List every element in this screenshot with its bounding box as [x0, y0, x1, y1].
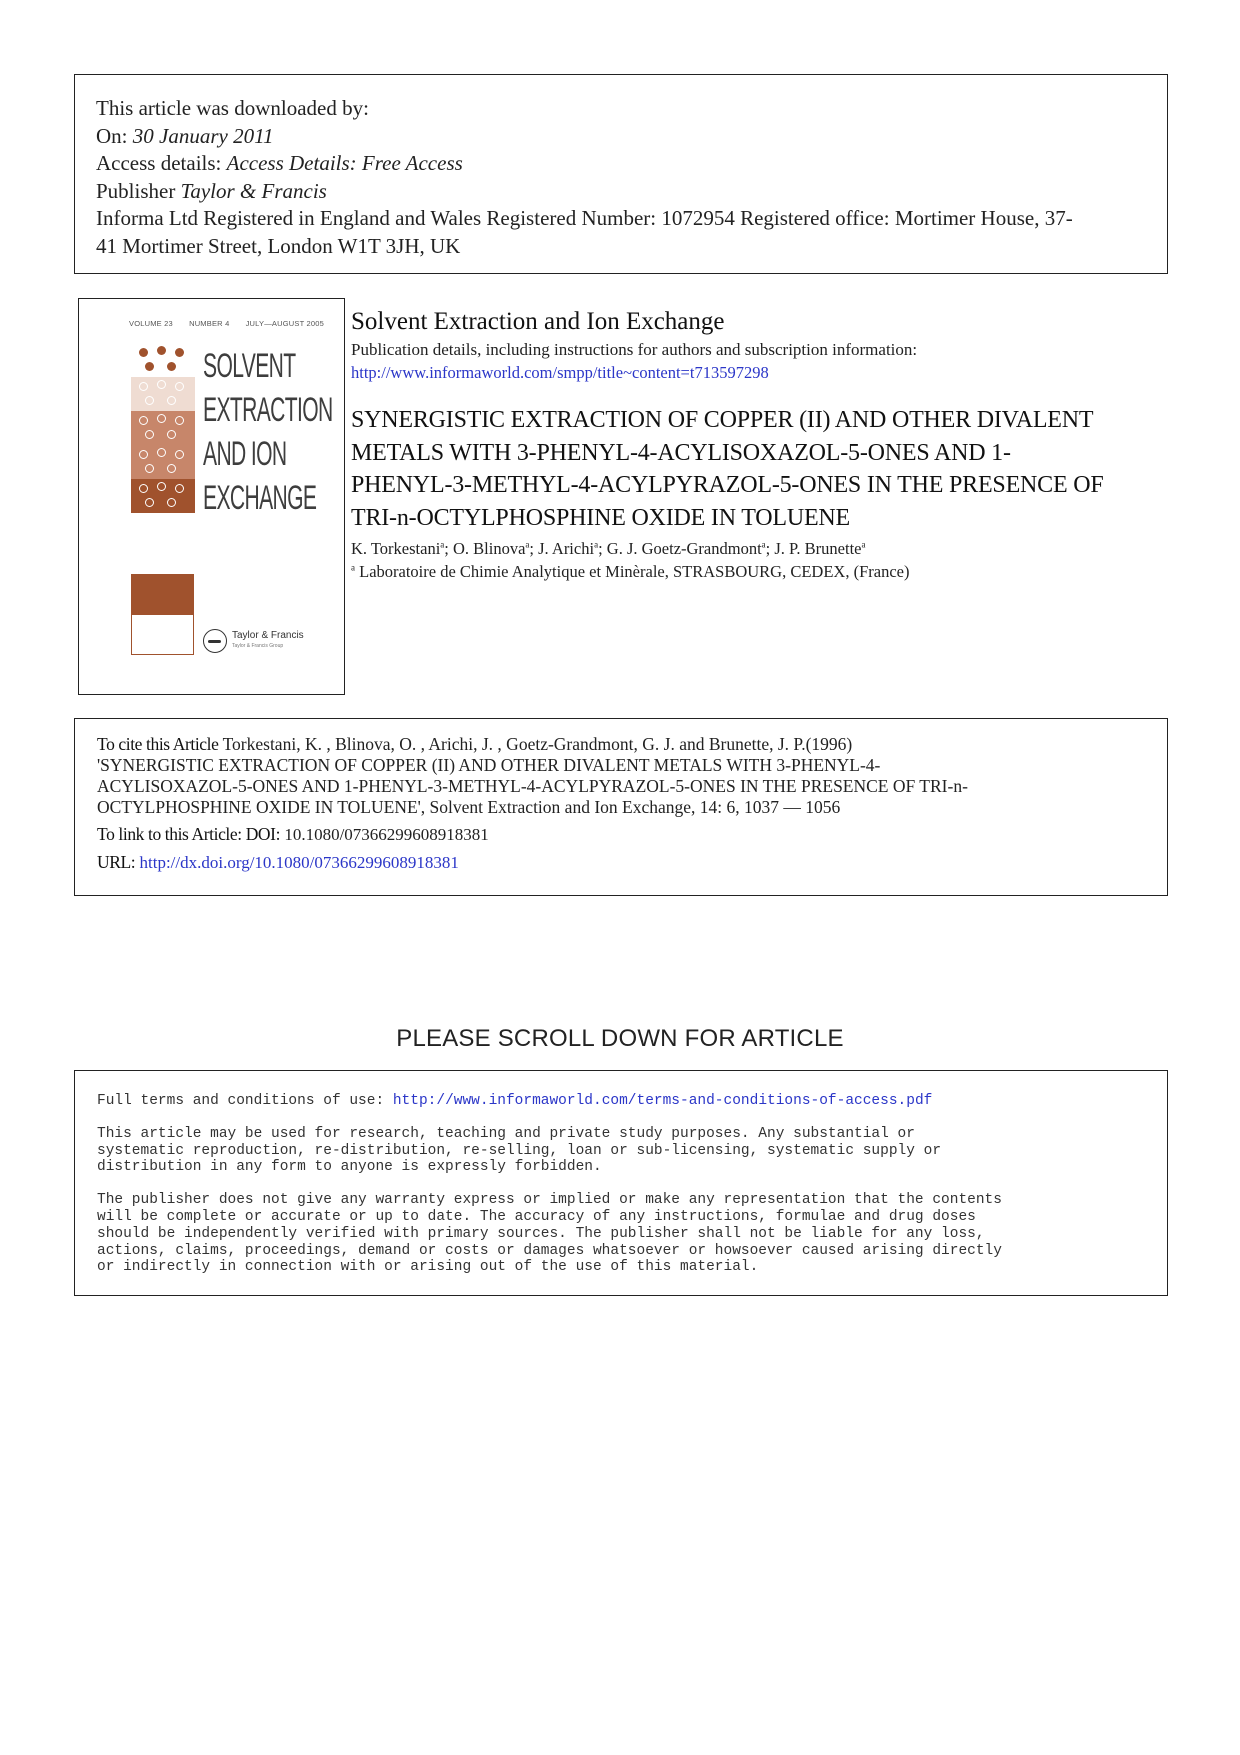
cover-color-block	[131, 445, 195, 479]
cover-circle	[175, 382, 184, 391]
author-list	[351, 538, 1151, 560]
on-label: On:	[96, 123, 128, 148]
cover-circle	[139, 382, 148, 391]
cover-circle	[145, 498, 154, 507]
cover-color-block	[131, 343, 195, 377]
download-info-box	[74, 74, 1168, 274]
scroll-down-message: PLEASE SCROLL DOWN FOR ARTICLE	[396, 1025, 844, 1052]
author-affiliation-mark: a	[594, 539, 599, 550]
terms-text-line: systematic reproduction, re-distribution, re-selling, loan or sub-licensing, systematic supply or	[97, 1142, 942, 1159]
cite-line: Torkestani, K. , Blinova, O. , Arichi, J. , Goetz-Grandmont, G. J. and Brunette, J. P.(1996)	[218, 734, 853, 754]
cover-circle	[145, 396, 154, 405]
publisher-line	[96, 178, 1147, 206]
cover-color-block	[131, 411, 195, 445]
cover-color-block	[131, 377, 195, 411]
cover-circle	[145, 430, 154, 439]
access-value: Access Details: Free Access	[226, 151, 463, 175]
terms-paragraph-disclaimer	[97, 1192, 1147, 1276]
cover-title-line: EXCHANGE	[203, 479, 317, 517]
doi-value: 10.1080/07366299608918381	[280, 825, 489, 844]
cover-title	[203, 344, 333, 520]
doi-row	[97, 823, 1147, 846]
download-date-line	[96, 123, 1147, 151]
cover-issue-info	[129, 319, 324, 328]
terms-line	[97, 1093, 1147, 1110]
publisher-logo-subtext: Taylor & Francis Group	[232, 643, 284, 649]
publisher-label: Publisher	[96, 178, 176, 203]
terms-text-line: This article may be used for research, teaching and private study purposes. Any substantial or	[97, 1125, 915, 1142]
author-affiliation-mark: a	[761, 539, 766, 550]
cite-line: 'SYNERGISTIC EXTRACTION OF COPPER (II) AND OTHER DIVALENT METALS WITH 3-PHENYL-4-	[97, 755, 881, 775]
terms-paragraph-usage	[97, 1126, 1147, 1176]
cover-circle	[157, 448, 166, 457]
download-date: 30 January 2011	[132, 123, 274, 148]
affiliation-text: Laboratoire de Chimie Analytique et Minèrale, STRASBOURG, CEDEX, (France)	[355, 562, 910, 581]
author-separator: ;	[444, 539, 453, 558]
terms-box	[74, 1070, 1168, 1296]
terms-text-line: The publisher does not give any warranty express or implied or make any representation that the contents	[97, 1192, 1002, 1209]
article-title-line: PHENYL-3-METHYL-4-ACYLPYRAZOL-5-ONES IN THE PRESENCE OF	[351, 472, 1104, 498]
publisher-logo-icon	[203, 629, 227, 653]
affiliation-mark: a	[351, 562, 355, 573]
access-details-line	[96, 150, 1147, 178]
cover-circle	[175, 450, 184, 459]
cover-circle	[157, 414, 166, 423]
article-title	[351, 404, 1151, 534]
article-title-line: METALS WITH 3-PHENYL-4-ACYLISOXAZOL-5-ONES AND 1-	[351, 439, 1011, 466]
cover-circle	[157, 380, 166, 389]
journal-cover-image	[78, 298, 345, 695]
cover-circle	[145, 362, 154, 371]
cover-circle	[157, 482, 166, 491]
terms-url-link[interactable]: http://www.informaworld.com/terms-and-conditions-of-access.pdf	[392, 1093, 933, 1109]
terms-text-line: or indirectly in connection with or arising out of the use of this material.	[97, 1259, 759, 1276]
author-separator: ;	[598, 539, 607, 558]
cover-swatch-brown	[131, 574, 194, 614]
affiliation	[351, 560, 1151, 584]
author-affiliation-mark: a	[525, 539, 530, 550]
article-header	[351, 306, 1151, 584]
article-title-line: TRI-n-OCTYLPHOSPHINE OXIDE IN TOLUENE	[351, 504, 851, 531]
cover-circle	[175, 348, 184, 357]
terms-text-line: will be complete or accurate or up to date. The accuracy of any instructions, formulae and drug doses	[97, 1208, 976, 1225]
journal-description: Publication details, including instructions for authors and subscription information:	[351, 340, 918, 359]
cover-color-block	[131, 479, 195, 513]
cover-circle	[157, 346, 166, 355]
terms-label: Full terms and conditions of use:	[97, 1093, 393, 1109]
terms-text-line: should be independently verified with primary sources. The publisher shall not be liable for any loss,	[97, 1225, 985, 1242]
journal-url-link[interactable]: http://www.informaworld.com/smpp/title~content=t713597298	[351, 363, 769, 382]
author-affiliation-mark: a	[861, 539, 866, 550]
author-name: G. J. Goetz-Grandmont	[606, 539, 762, 558]
citation-text	[97, 734, 1147, 818]
cite-line: OCTYLPHOSPHINE OXIDE IN TOLUENE', Solvent Extraction and Ion Exchange, 14: 6, 1037 — 1056	[97, 797, 841, 817]
article-url-link[interactable]: http://dx.doi.org/10.1080/07366299608918381	[139, 853, 459, 872]
cover-volume: VOLUME 23	[129, 319, 173, 328]
cover-circle	[167, 430, 176, 439]
cover-number: NUMBER 4	[189, 319, 230, 328]
doi-label: To link to this Article: DOI:	[97, 824, 281, 844]
article-title-line: SYNERGISTIC EXTRACTION OF COPPER (II) AND OTHER DIVALENT	[351, 407, 1094, 433]
terms-text-line: distribution in any form to anyone is expressly forbidden.	[97, 1159, 602, 1176]
journal-title: Solvent Extraction and Ion Exchange	[351, 308, 725, 335]
downloaded-by-line: This article was downloaded by:	[96, 96, 369, 120]
author-affiliation-mark: a	[440, 539, 445, 550]
informa-line-2: 41 Mortimer Street, London W1T 3JH, UK	[96, 233, 461, 258]
cover-circle	[139, 348, 148, 357]
cover-circle	[145, 464, 154, 473]
cover-date: JULY—AUGUST 2005	[245, 319, 324, 328]
url-label: URL:	[97, 852, 136, 872]
author-name: J. P. Brunette	[774, 539, 862, 558]
publisher-logo	[203, 629, 304, 653]
cover-circle	[139, 450, 148, 459]
cover-title-line: AND ION	[203, 435, 287, 473]
cover-circle	[167, 396, 176, 405]
cover-title-line: EXTRACTION	[203, 391, 333, 429]
cover-circle	[167, 498, 176, 507]
cover-circle	[167, 362, 176, 371]
cover-swatch-white	[131, 614, 194, 655]
author-name: K. Torkestani	[351, 539, 441, 558]
publisher-logo-text: Taylor & Francis	[232, 630, 304, 641]
cover-circle	[139, 416, 148, 425]
cover-circle	[167, 464, 176, 473]
cover-title-line: SOLVENT	[203, 347, 296, 385]
publisher-value: Taylor & Francis	[180, 178, 327, 203]
cover-circle	[139, 484, 148, 493]
access-label: Access details:	[96, 151, 222, 175]
cite-line: ACYLISOXAZOL-5-ONES AND 1-PHENYL-3-METHYL-4-ACYLPYRAZOL-5-ONES IN THE PRESENCE OF TRI-n-	[97, 776, 968, 796]
url-row	[97, 851, 1147, 874]
cover-circle	[175, 416, 184, 425]
author-name: J. Arichi	[538, 539, 595, 558]
cite-label: To cite this Article	[97, 734, 219, 754]
informa-line-1: Informa Ltd Registered in England and Wales Registered Number: 1072954 Registered office: Mortimer House, 37-	[96, 206, 1073, 230]
author-name: O. Blinova	[453, 539, 526, 558]
author-separator: ;	[765, 539, 775, 558]
author-separator: ;	[529, 539, 539, 558]
cover-circle	[175, 484, 184, 493]
citation-box	[74, 718, 1168, 896]
terms-text-line: actions, claims, proceedings, demand or costs or damages whatsoever or howsoever caused arising directly	[97, 1242, 1002, 1259]
